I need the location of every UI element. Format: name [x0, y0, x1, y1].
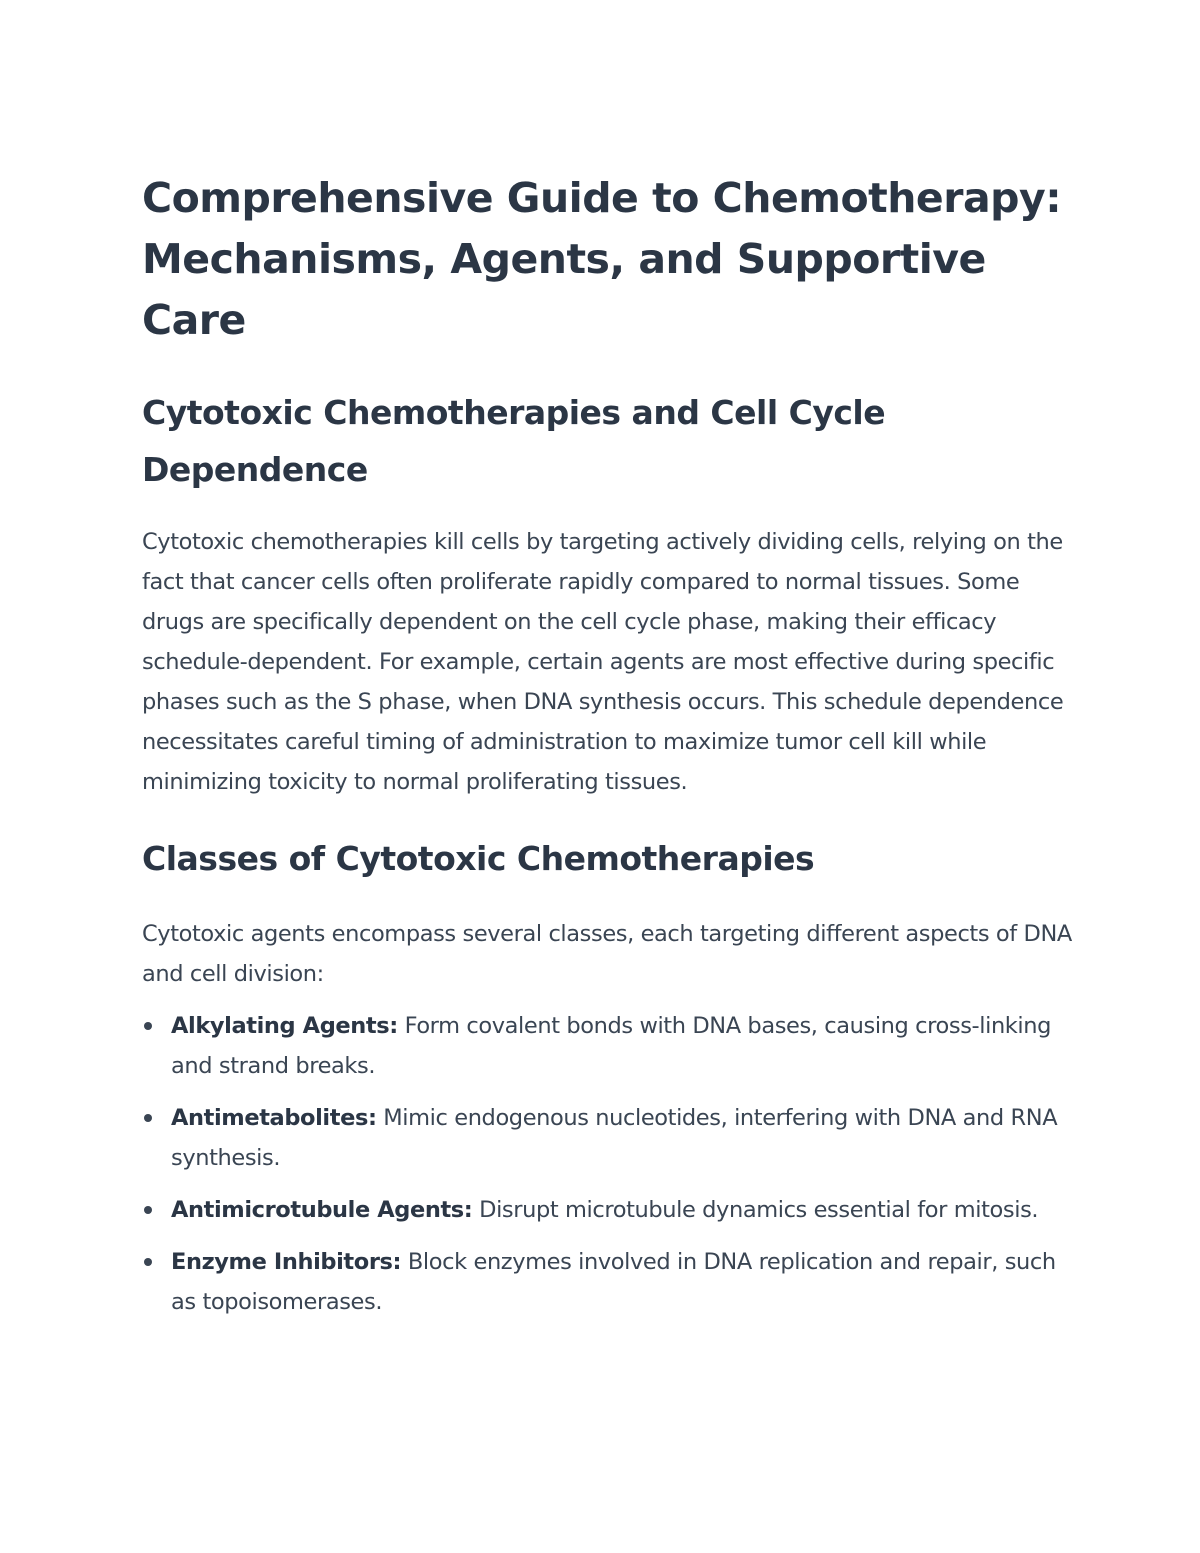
- page-title: Comprehensive Guide to Chemotherapy: Mechanisms, Agents, and Supportive Care: [142, 174, 1062, 344]
- section-heading-cell-cycle: Cytotoxic Chemotherapies and Cell Cycle Dependence: [142, 393, 886, 489]
- list-item-term: Alkylating Agents:: [171, 1013, 398, 1039]
- list-item-term: Enzyme Inhibitors:: [171, 1249, 402, 1275]
- bullet-icon: [144, 1114, 152, 1122]
- list-item: [142, 1006, 1072, 1086]
- section-paragraph-classes: Cytotoxic agents encompass several classes, each targeting different aspects of DNA and cell division:: [142, 921, 1072, 987]
- list-item-text: Form covalent bonds with DNA bases, causing cross-linking and strand breaks.: [171, 1013, 1052, 1079]
- bullet-icon: [144, 1258, 152, 1266]
- bullet-icon: [144, 1206, 152, 1214]
- list-item-text: Block enzymes involved in DNA replication and repair, such as topoisomerases.: [171, 1249, 1056, 1315]
- list-item: [142, 1098, 1072, 1178]
- document-page: [142, 168, 1072, 1334]
- list-item-text: Disrupt microtubule dynamics essential for mitosis.: [472, 1197, 1039, 1223]
- classes-list: [142, 1006, 1072, 1322]
- list-item-term: Antimicrotubule Agents:: [171, 1197, 473, 1223]
- list-item: [142, 1242, 1072, 1322]
- list-item-text: Mimic endogenous nucleotides, interfering with DNA and RNA synthesis.: [171, 1105, 1058, 1171]
- section-paragraph-cell-cycle: Cytotoxic chemotherapies kill cells by targeting actively dividing cells, relying on the fact that cancer cells often proliferate rapidly compared to normal tissues. Some drugs are specifically dependent on the cell cycle phase, making their efficacy schedule-dependent. For example, certain agents are most effective during specific phases such as the S phase, when DNA synthesis occurs. This schedule dependence necessitates careful timing of administration to maximize tumor cell kill while minimizing toxicity to normal proliferating tissues.: [142, 529, 1064, 795]
- list-item: [142, 1190, 1072, 1230]
- section-heading-classes: Classes of Cytotoxic Chemotherapies: [142, 839, 815, 878]
- bullet-icon: [144, 1022, 152, 1030]
- list-item-term: Antimetabolites:: [171, 1105, 377, 1131]
